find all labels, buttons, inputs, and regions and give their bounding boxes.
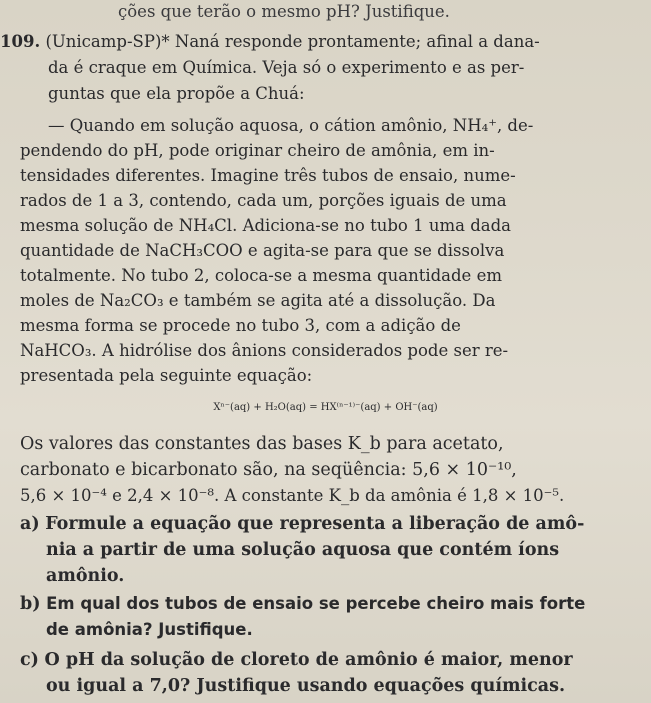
hydrolysis-equation: Xⁿ⁻(aq) + H₂O(aq) = HX⁽ⁿ⁻¹⁾⁻(aq) + OH⁻(aq) [213,402,438,413]
paragraph-line-8: moles de Na₂CO₃ e também se agita até a dissolução. Da [20,291,496,310]
paragraph-line-7: totalmente. No tubo 2, coloca-se a mesma quantidade em [20,266,502,285]
item-a-label: a) [20,514,40,534]
intro-line-1: (Unicamp-SP)* Naná responde prontamente; afinal a dana- [45,32,540,51]
constants-line-3: 5,6 × 10⁻⁴ e 2,4 × 10⁻⁸. A constante K_b da amônia é 1,8 × 10⁻⁵. [20,486,565,505]
item-c-line-2: ou igual a 7,0? Justifique usando equações químicas. [46,676,566,696]
previous-question-fragment: ções que terão o mesmo pH? Justifique. [118,2,450,21]
paragraph-line-3: tensidades diferentes. Imagine três tubos de ensaio, nume- [20,166,516,185]
item-a-line-2: nia a partir de uma solução aquosa que contém íons [46,540,560,560]
question-number: 109. [0,32,41,51]
intro-line-2: da é craque em Química. Veja só o experimento e as per- [48,58,525,77]
paragraph-line-1: — Quando em solução aquosa, o cátion amônio, NH₄⁺, de- [48,116,534,135]
intro-line-3: guntas que ela propõe a Chuá: [48,84,305,103]
paragraph-line-2: pendendo do pH, pode originar cheiro de amônia, em in- [20,141,495,160]
item-a [20,512,584,536]
paragraph-line-10: NaHCO₃. A hidrólise dos ânions considerados pode ser re- [20,341,509,360]
item-b-line-2: de amônia? Justifique. [46,620,253,639]
question-header-line [0,30,540,54]
constants-line-1: Os valores das constantes das bases K_b para acetato, [20,434,504,454]
paragraph-line-6: quantidade de NaCH₃COO e agita-se para que se dissolva [20,241,505,260]
item-c [20,648,573,672]
paragraph-line-9: mesma forma se procede no tubo 3, com a adição de [20,316,461,335]
item-b-line-1: Em qual dos tubos de ensaio se percebe cheiro mais forte [46,594,586,613]
item-b-label: b) [20,594,41,614]
item-a-line-3: amônio. [46,566,125,586]
paragraph-line-5: mesma solução de NH₄Cl. Adiciona-se no tubo 1 uma dada [20,216,511,235]
item-b [20,592,585,616]
item-c-label: c) [20,650,39,670]
constants-line-2: carbonato e bicarbonato são, na seqüência: 5,6 × 10⁻¹⁰, [20,460,517,480]
paragraph-line-4: rados de 1 a 3, contendo, cada um, porções iguais de uma [20,191,507,210]
item-a-line-1: Formule a equação que representa a liberação de amô- [45,514,585,534]
item-c-line-1: O pH da solução de cloreto de amônio é maior, menor [44,650,573,670]
paragraph-line-11: presentada pela seguinte equação: [20,366,313,385]
